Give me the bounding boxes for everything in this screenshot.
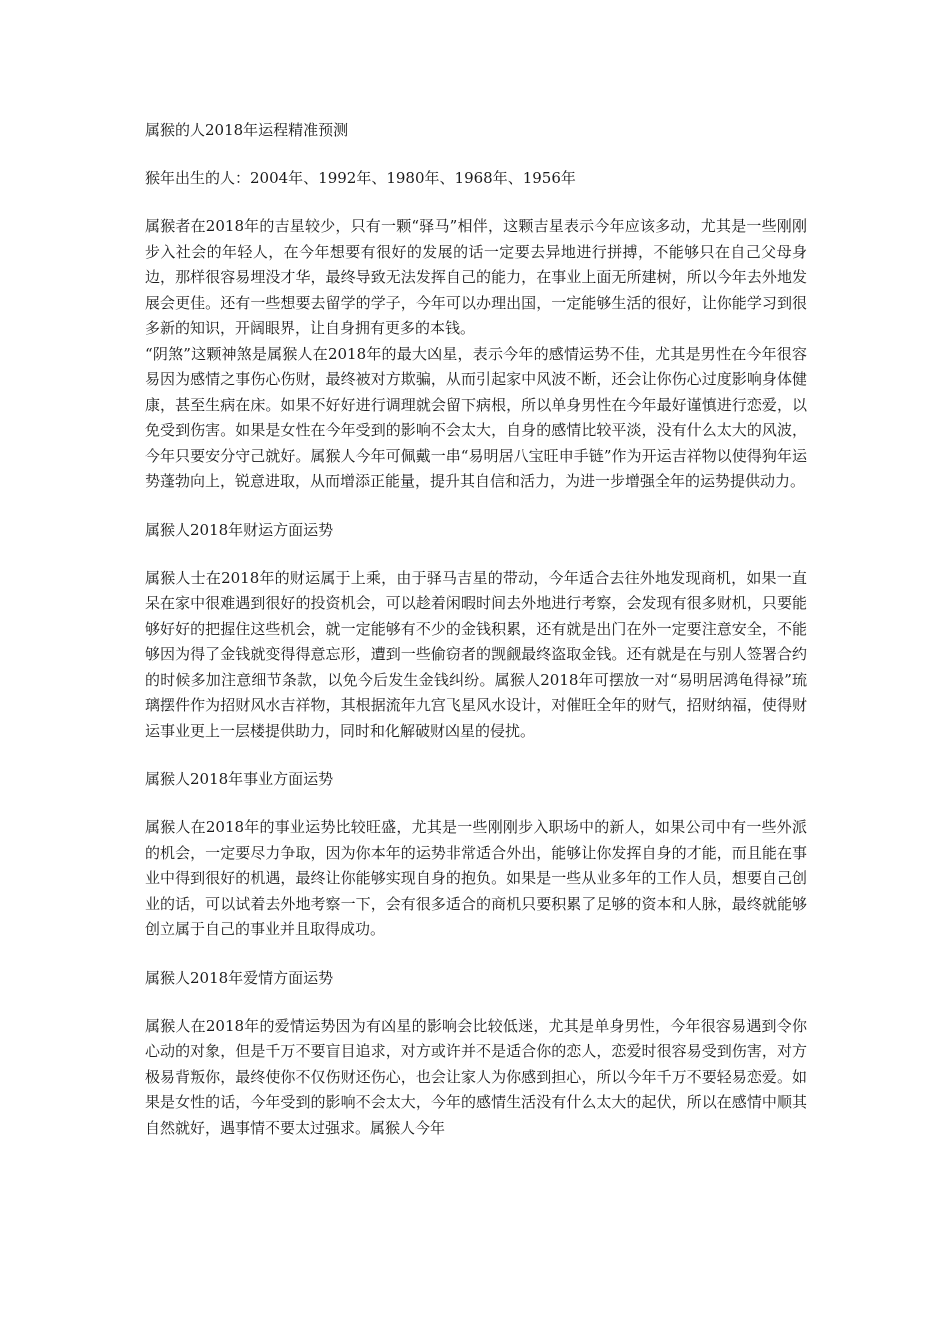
intro-paragraph-2: “阴煞”这颗神煞是属猴人在2018年的最大凶星，表示今年的感情运势不佳，尤其是男性在今年很容易因为感情之事伤心伤财，最终被对方欺骗，从而引起家中风波不断，还会让你伤心过度影响身体健康，甚至生病在床。如果不好好进行调理就会留下病根，所以单身男性在今年最好谨慎进行恋爱，以免受到伤害。如果是女性在今年受到的影响不会太大，自身的感情比较平淡，没有什么太大的风波，今年只要安分守己就好。属猴人今年可佩戴一串“易明居八宝旺申手链”作为开运吉祥物以使得狗年运势蓬勃向上，锐意进取，从而增添正能量，提升其自信和活力，为进一步增强全年的运势提供动力。 bbox=[145, 344, 807, 490]
love-section-heading: 属猴人2018年爱情方面运势 bbox=[145, 968, 334, 987]
birth-years-line: 猴年出生的人：2004年、1992年、1980年、1968年、1956年 bbox=[145, 169, 576, 187]
paragraph-spacer bbox=[145, 495, 807, 518]
paragraph-spacer bbox=[145, 744, 807, 767]
career-paragraph: 属猴人在2018年的事业运势比较旺盛，尤其是一些刚刚步入职场中的新人，如果公司中有一些外派的机会，一定要尽力争取，因为你本年的运势非常适合外出，能够让你发挥自身的才能，而且能在事业中得到很好的机遇，最终让你能够实现自身的抱负。如果是一些从业多年的工作人员，想要自己创业的话，可以试着去外地考察一下，会有很多适合的商机只要积累了足够的资本和人脉，最终就能够创立属于自己的事业并且取得成功。 bbox=[145, 818, 807, 938]
career-section-heading: 属猴人2018年事业方面运势 bbox=[145, 770, 334, 788]
wealth-paragraph: 属猴人士在2018年的财运属于上乘，由于驿马吉星的带动，今年适合去往外地发现商机，如果一直呆在家中很难遇到很好的投资机会，可以趁着闲暇时间去外地进行考察，会发现有很多财机，只要能够好好的把握住这些机会，就一定能够有不少的金钱积累，还有就是出门在外一定要注意安全，不能够因为得了金钱就变得得意忘形，遭到一些偷窃者的觊觎最终盗取金钱。还有就是在与别人签署合约的时候多加注意细节条款，以免今后发生金钱纠纷。属猴人2018年可摆放一对“易明居鸿龟得禄”琉璃摆件作为招财风水吉祥物，其根据流年九宫飞星风水设计，对催旺全年的财气，招财纳福，使得财运事业更上一层楼提供助力，同时和化解破财凶星的侵扰。 bbox=[145, 568, 807, 740]
wealth-section-heading: 属猴人2018年财运方面运势 bbox=[145, 520, 334, 539]
document-title: 属猴的人2018年运程精准预测 bbox=[145, 121, 349, 139]
paragraph-spacer bbox=[145, 943, 807, 966]
document-page bbox=[145, 118, 807, 1141]
love-paragraph: 属猴人在2018年的爱情运势因为有凶星的影响会比较低迷，尤其是单身男性，今年很容易遇到令你心动的对象，但是千万不要盲目追求，对方或许并不是适合你的恋人，恋爱时很容易受到伤害，对方极易背叛你，最终使你不仅伤财还伤心，也会让家人为你感到担心，所以今年千万不要轻易恋爱。如果是女性的话，今年受到的影响不会太大，今年的感情生活没有什么太大的起伏，所以在感情中顺其自然就好，遇事情不要太过强求。属猴人今年 bbox=[145, 1016, 807, 1137]
intro-paragraph-1: 属猴者在2018年的吉星较少，只有一颗“驿马”相伴，这颗吉星表示今年应该多动，尤其是一些刚刚步入社会的年轻人，在今年想要有很好的发展的话一定要去异地进行拼搏，不能够只在自己父母身边，那样很容易埋没才华，最终导致无法发挥自己的能力，在事业上面无所建树，所以今年去外地发展会更佳。还有一些想要去留学的学子，今年可以办理出国，一定能够生活的很好，让你能学习到很多新的知识，开阔眼界，让自身拥有更多的本钱。 bbox=[145, 217, 807, 337]
